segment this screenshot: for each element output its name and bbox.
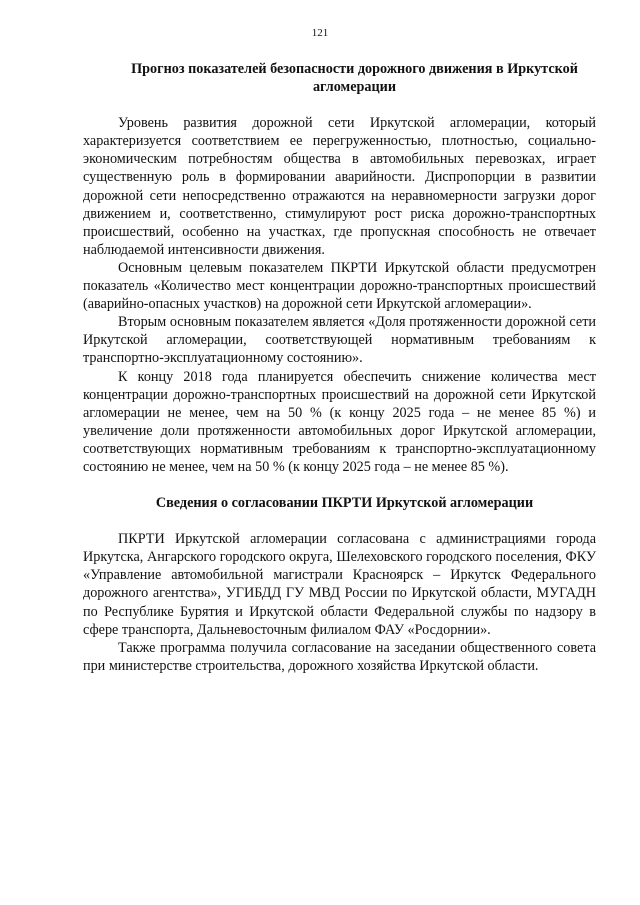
paragraph: Уровень развития дорожной сети Иркутской агломерации, который характеризуется соответствием ее перегруженностью, плотностью, социально-экономическим потребностям общества в автомобильных перевозках, играет существенную роль в формировании аварийности. Диспропорции в развитии дорожной сети непосредственно отражаются на неравномерности загрузки дорог движением и, соответственно, стимулируют рост риска дорожно-транспортных происшествий, особенно на участках, где пропускная способность не отвечает наблюдаемой интенсивности движения. — [83, 115, 596, 258]
page-number: 121 — [311, 27, 329, 39]
paragraph: ПКРТИ Иркутской агломерации согласована с администрациями города Иркутска, Ангарского городского округа, Шелеховского городского поселения, ФКУ «Управление автомобильной магистрали Красноярск – Иркутск Федерального дорожного агентства», УГИБДД ГУ МВД России по Иркутской области, МУГАДН по Республике Бурятия и Иркутской области Федеральной службы по надзору в сфере транспорта, Дальневосточным филиалом ФАУ «Росдорнии». — [83, 531, 596, 638]
paragraph: Вторым основным показателем является «Доля протяженности дорожной сети Иркутской агломерации, соответствующей нормативным требованиям к транспортно-эксплуатационному состоянию». — [83, 314, 596, 367]
document-body — [83, 60, 596, 675]
section-approval — [83, 530, 596, 675]
section-heading-forecast: Прогноз показателей безопасности дорожного движения в Иркутской агломерации — [131, 61, 578, 96]
section-heading-approval: Сведения о согласовании ПКРТИ Иркутской агломерации — [155, 495, 534, 512]
paragraph: Основным целевым показателем ПКРТИ Иркутской области предусмотрен показатель «Количество мест концентрации дорожно-транспортных происшествий (аварийно-опасных участков) на дорожной сети Иркутской агломерации». — [83, 259, 596, 313]
paragraph: Также программа получила согласование на заседании общественного совета при министерстве строительства, дорожного хозяйства Иркутской области. — [83, 639, 596, 674]
section-forecast — [83, 114, 596, 476]
paragraph: К концу 2018 года планируется обеспечить снижение количества мест концентрации дорожно-транспортных происшествий на дорожной сети Иркутской агломерации не менее, чем на 50 % (к концу 2025 года – не менее 85 %) и увеличение доли протяженности автомобильных дорог Иркутской агломерации, соответствующих нормативным требованиям к транспортно-эксплуатационному состоянию не менее, чем на 50 % (к концу 2025 года – не менее 85 %). — [83, 368, 596, 475]
